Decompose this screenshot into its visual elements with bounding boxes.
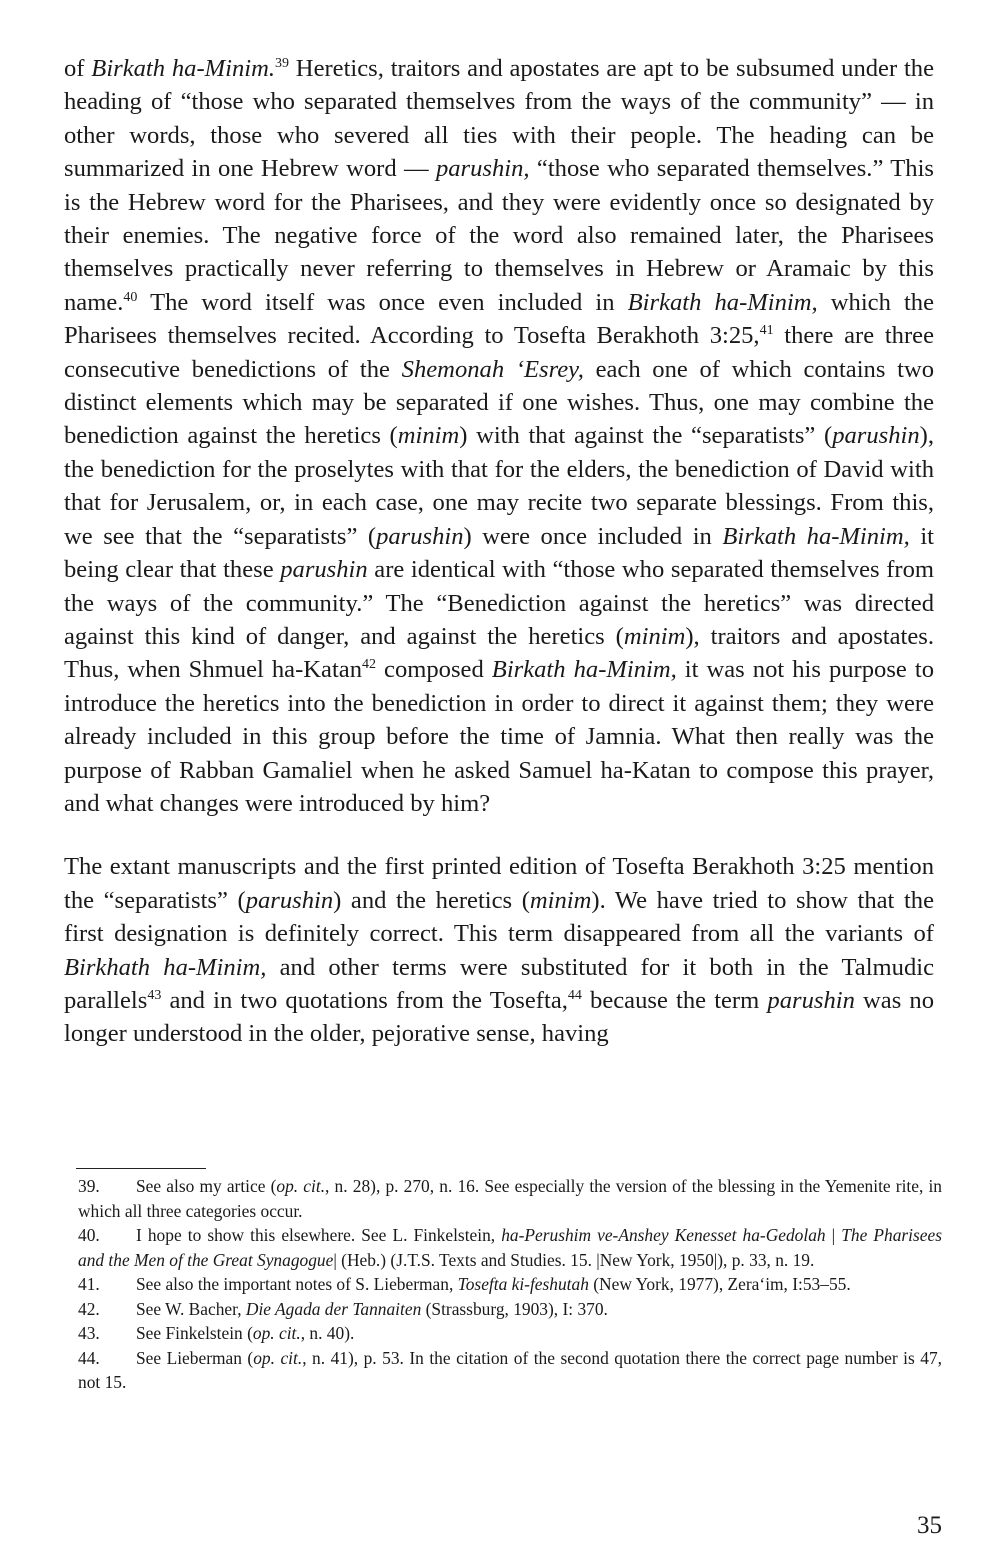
text-run: which the Pharisees themselves recited. According to Tosefta Berakhoth 3:25, <box>64 288 935 350</box>
footnote-ref: 43 <box>147 987 162 1003</box>
footnote-number: 41. <box>78 1274 100 1294</box>
text-run: “those who separated themselves.” This is the Hebrew word for the Pharisees, and they were evidently once so designated by their enemies. The negative force of the word also remained later, the Pharisees themselves practically never referring to themselves in Hebrew or Aramaic by this name. <box>64 155 934 316</box>
footnote-43 <box>78 1321 942 1346</box>
italic-text: parushin <box>245 886 334 914</box>
italic-text: parushin, <box>435 155 530 183</box>
text-run: The word itself was once even included in <box>137 288 628 316</box>
italic-text: op. cit. <box>252 1323 301 1343</box>
footnote-text <box>78 1348 942 1393</box>
text-run: See Finkelstein ( <box>136 1323 253 1343</box>
footnote-text <box>78 1176 942 1221</box>
italic-text: Birkhath ha-Minim, <box>64 953 267 981</box>
text-run: The extant manuscripts and the first printed edition of Tosefta Berakhoth 3:25 mention the “separatists” ( <box>64 853 934 914</box>
italic-text: op. cit. <box>253 1347 303 1368</box>
italic-text: Tosefta ki-feshutah <box>457 1274 589 1294</box>
footnote-divider <box>76 1168 206 1169</box>
footnote-number: 40. <box>78 1225 100 1245</box>
footnote-ref: 39 <box>275 55 290 71</box>
italic-text: parushin <box>832 422 920 450</box>
text-run: are identical with “those who separated themselves from the ways of the community.” The “Benediction against the heretics” was directed against this kind of danger, and against the heretics ( <box>64 556 934 650</box>
text-run: See Lieberman ( <box>136 1347 254 1368</box>
text-run: of <box>64 55 92 82</box>
paragraph-2 <box>64 850 934 1050</box>
italic-text: Birkath ha-Minim. <box>91 55 276 82</box>
footnote-39 <box>78 1174 942 1223</box>
italic-text: minim <box>397 422 460 450</box>
text-run: , n. 41), p. 53. In the citation of the second quotation there the correct page number is 47, not 15. <box>78 1347 942 1392</box>
paragraph-1 <box>64 52 934 820</box>
text-run: , n. 40). <box>300 1323 355 1343</box>
text-run: was no longer understood in the older, pejorative sense, having <box>64 986 934 1048</box>
italic-text: op. cit. <box>276 1176 326 1196</box>
text-run: ), traitors and apostates. Thus, when Shmuel ha-Katan <box>64 622 934 684</box>
text-run: because the term <box>581 986 768 1014</box>
text-run: it being clear that these <box>64 522 934 584</box>
footnote-number: 44. <box>78 1347 100 1368</box>
italic-text: Birkath ha-Minim, <box>627 288 818 316</box>
text-run: See also the important notes of S. Lieberman, <box>136 1274 458 1294</box>
footnote-40 <box>78 1223 942 1272</box>
footnote-44 <box>78 1346 942 1395</box>
text-run: , n. 28), p. 270, n. 16. See especially the version of the blessing in the Yemenite rite, in which all three categories occur. <box>78 1176 942 1221</box>
text-run: | <box>825 1225 842 1245</box>
italic-text: Birkath ha-Minim, <box>491 656 677 684</box>
footnote-number: 42. <box>78 1298 100 1319</box>
text-run: (Strassburg, 1903), I: 370. <box>421 1298 608 1319</box>
footnote-ref: 42 <box>362 657 376 673</box>
text-run: it was not his purpose to introduce the heretics into the benediction in order to direct it against them; they were already included in this group before the time of Jamnia. What then really was the purpose of Rabban Gamaliel when he asked Samuel ha-Katan to compose this prayer, and what changes were introduced by him? <box>64 656 934 817</box>
text-run: ) and the heretics ( <box>333 886 530 914</box>
italic-text: minim <box>623 622 686 650</box>
text-run: there are three consecutive benedictions of the <box>64 322 934 383</box>
footnotes <box>78 1174 942 1395</box>
footnote-text <box>136 1299 608 1319</box>
text-run: See also my artice ( <box>136 1176 277 1196</box>
italic-text: parushin <box>767 986 855 1014</box>
italic-text: parushin <box>376 522 464 550</box>
page-number: 35 <box>917 1512 942 1539</box>
text-run: and other terms were substituted for it both in the Talmudic parallels <box>64 953 935 1014</box>
italic-text: The Pharisees and the Men of the Great Synagogue <box>78 1225 942 1270</box>
text-run: ). We have tried to show that the first designation is definitely correct. This term disappeared from all the variants of <box>64 886 934 948</box>
italic-text: Die Agada der Tannaiten <box>245 1298 422 1319</box>
italic-text: ha-Perushim ve-Anshey Kenesset ha-Gedolah <box>501 1225 826 1245</box>
italic-text: parushin <box>280 556 368 584</box>
text-run: composed <box>376 656 492 684</box>
italic-text: Shemonah ‘Esrey, <box>401 355 584 383</box>
text-run: (New York, 1977), Zera‘im, I:53–55. <box>588 1274 851 1294</box>
text-run: ) with that against the “separatists” ( <box>459 422 833 450</box>
footnote-number: 43. <box>78 1323 100 1343</box>
footnote-text <box>78 1225 942 1270</box>
text-run: See W. Bacher, <box>136 1298 246 1319</box>
main-text <box>64 52 934 1051</box>
italic-text: Birkath ha-Minim, <box>722 522 910 550</box>
footnote-ref: 40 <box>123 289 138 305</box>
text-run: Heretics, traitors and apostates are apt to be subsumed under the heading of “those who separated themselves from the ways of the community” — in other words, those who severed all ties with their people. The heading can be summarized in one Hebrew word — <box>64 55 935 183</box>
footnote-42 <box>78 1297 942 1322</box>
footnote-ref: 41 <box>759 323 774 339</box>
footnote-text <box>136 1323 354 1343</box>
text-run: ), the benediction for the proselytes with that for the elders, the benediction of David with that for Jerusalem, or, in each case, one may recite two separate blessings. From this, we see that the “separatists” ( <box>64 422 934 550</box>
footnote-ref: 44 <box>567 987 582 1003</box>
text-run: I hope to show this elsewhere. See L. Finkelstein, <box>136 1225 502 1245</box>
footnote-number: 39. <box>78 1176 100 1196</box>
text-run: | (Heb.) (J.T.S. Texts and Studies. 15. |New York, 1950|), p. 33, n. 19. <box>333 1249 815 1270</box>
text-run: ) were once included in <box>463 522 723 550</box>
italic-text: minim <box>529 886 592 914</box>
footnote-text <box>136 1274 851 1294</box>
text-run: and in two quotations from the Tosefta, <box>161 986 568 1014</box>
footnote-41 <box>78 1272 942 1297</box>
text-run: each one of which contains two distinct elements which may be separated if one wishes. Thus, one may combine the benediction against the heretics ( <box>64 355 934 450</box>
